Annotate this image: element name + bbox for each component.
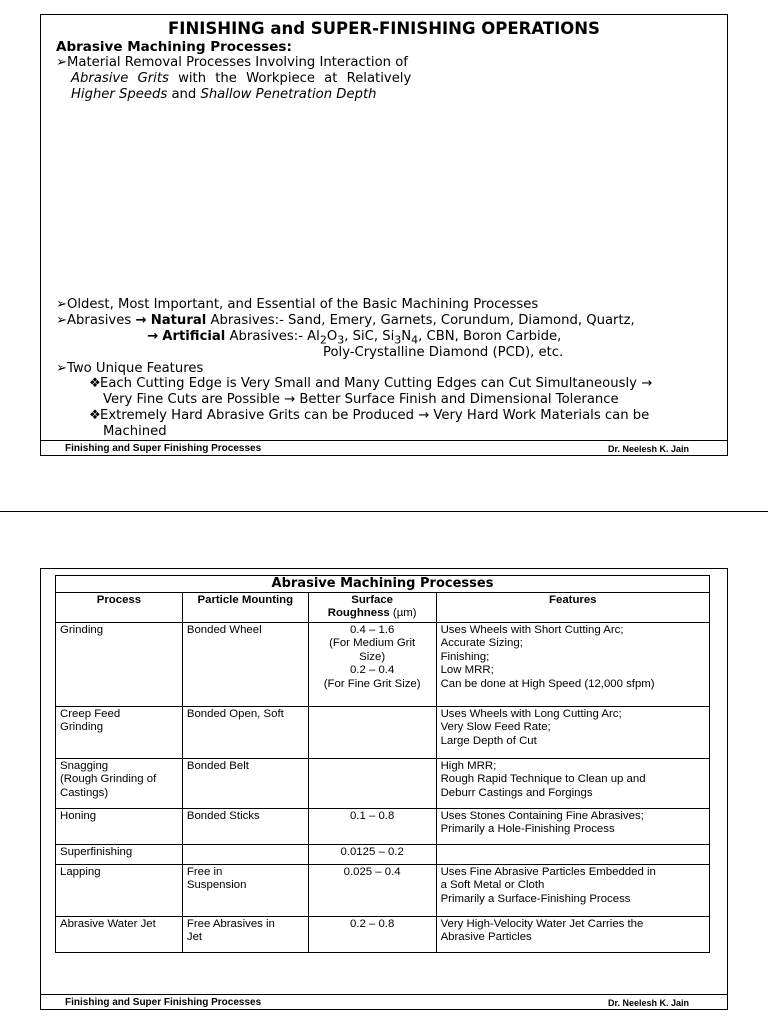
cell-process: [56, 844, 183, 864]
cell-process: [56, 706, 183, 758]
cell-process: [56, 622, 183, 706]
cell-line: Bonded Belt: [186, 759, 249, 772]
cell-features: [436, 706, 709, 758]
feature-hard-grits-line2: Machined: [103, 424, 167, 439]
cell-line: Suspension: [186, 879, 247, 891]
cell-surface-roughness: [308, 808, 436, 844]
cell-line: Primarily a Surface-Finishing Process: [440, 892, 631, 905]
slide-footer: [41, 440, 727, 457]
header-particle-mounting: Particle Mounting: [182, 592, 308, 622]
cell-line: Creep Feed: [60, 707, 121, 720]
cell-line: Grinding: [60, 721, 104, 733]
table-row: [56, 706, 710, 758]
cell-line: Grinding: [60, 623, 104, 636]
cell-surface-roughness: [308, 864, 436, 916]
footer-course-title: Finishing and Super Finishing Processes: [65, 997, 262, 1008]
bullet-icon: ➢: [56, 361, 68, 376]
arrow-icon: →: [135, 313, 147, 328]
table-title-row: [56, 576, 710, 593]
footer-author: Dr. Neelesh K. Jain: [607, 444, 689, 454]
feature-small-edges: ❖Each Cutting Edge is Very Small and Many Cutting Edges can Cut Simultaneously →: [89, 376, 653, 391]
cell-line: Large Depth of Cut: [440, 734, 537, 747]
cell-surface-roughness: [308, 622, 436, 706]
cell-line: Very Slow Feed Rate;: [440, 721, 551, 733]
cell-particle-mounting: [182, 622, 308, 706]
cell-line: Snagging: [60, 759, 109, 772]
cell-line: Uses Wheels with Short Cutting Arc;: [440, 623, 624, 636]
table-row: [56, 864, 710, 916]
cell-line: Free in: [186, 865, 223, 878]
cell-line: Rough Rapid Technique to Clean up and: [440, 773, 646, 785]
cell-line: Primarily a Hole-Finishing Process: [440, 823, 615, 835]
cell-line: Size): [359, 650, 386, 663]
slide-footer: [41, 994, 727, 1011]
diamond-bullet-icon: ❖: [89, 376, 101, 391]
footer-author: Dr. Neelesh K. Jain: [607, 998, 689, 1008]
cell-line: Abrasive Water Jet: [60, 917, 156, 930]
slide-finishing-operations: [40, 14, 728, 456]
cell-line: Uses Stones Containing Fine Abrasives;: [440, 809, 644, 822]
feature-hard-grits: ❖Extremely Hard Abrasive Grits can be Produced → Very Hard Work Materials can be: [89, 408, 650, 423]
bullet-icon: ➢: [56, 55, 68, 70]
cell-line: Superfinishing: [60, 845, 133, 858]
table-header-row: [56, 592, 710, 622]
table-row: [56, 808, 710, 844]
cell-line: Bonded Sticks: [186, 809, 260, 822]
cell-features: [436, 622, 709, 706]
arrow-icon: →: [641, 376, 653, 391]
bullet-definition-line3: Higher Speeds and Shallow Penetration Depth: [71, 87, 377, 102]
cell-process: [56, 916, 183, 952]
cell-line: (Rough Grinding of: [60, 773, 157, 785]
cell-line: Abrasive Particles: [440, 931, 532, 943]
cell-particle-mounting: [182, 864, 308, 916]
cell-line: 0.1 – 0.8: [349, 809, 395, 822]
table-title: Abrasive Machining Processes: [56, 576, 710, 593]
cell-features: [436, 808, 709, 844]
arrow-icon: →: [418, 408, 430, 423]
cell-features: [436, 864, 709, 916]
bullet-definition: ➢Material Removal Processes Involving Interaction of: [56, 55, 408, 70]
table-row: [56, 622, 710, 706]
footer-course-title: Finishing and Super Finishing Processes: [65, 443, 262, 454]
cell-line: a Soft Metal or Cloth: [440, 879, 545, 891]
page-separator: [0, 511, 768, 512]
cell-process: [56, 864, 183, 916]
bullet-abrasives-artificial: → Artificial Abrasives:- $Al_2O_3$, SiC, $Si_3N_4$, CBN, Boron Carbide,: [147, 329, 562, 347]
header-surface-roughness: Surface Roughness (µm): [308, 592, 436, 622]
cell-particle-mounting: [182, 844, 308, 864]
cell-line: 0.025 – 0.4: [343, 865, 401, 878]
cell-line: Very High-Velocity Water Jet Carries the: [440, 917, 644, 930]
cell-surface-roughness: [308, 916, 436, 952]
cell-line: 0.2 – 0.4: [349, 664, 395, 676]
cell-line: High MRR;: [440, 759, 497, 772]
cell-line: Castings): [60, 786, 109, 799]
abrasive-processes-table: [55, 575, 710, 953]
cell-line: Uses Wheels with Long Cutting Arc;: [440, 707, 622, 720]
bullet-oldest: ➢Oldest, Most Important, and Essential of the Basic Machining Processes: [56, 297, 539, 312]
cell-particle-mounting: [182, 706, 308, 758]
cell-line: 0.2 – 0.8: [349, 917, 395, 930]
cell-line: Deburr Castings and Forgings: [440, 786, 593, 799]
header-process: Process: [56, 592, 183, 622]
bullet-abrasives-pcd: Poly-Crystalline Diamond (PCD), etc.: [323, 345, 564, 360]
slide-subtitle: Abrasive Machining Processes:: [56, 39, 292, 55]
cell-line: Honing: [60, 809, 97, 822]
cell-line: Bonded Open, Soft: [186, 707, 284, 720]
bullet-icon: ➢: [56, 297, 68, 312]
bullet-abrasives-natural: ➢Abrasives → Natural Abrasives:- Sand, Emery, Garnets, Corundum, Diamond, Quartz,: [56, 313, 635, 328]
cell-surface-roughness: [308, 844, 436, 864]
slide-title: FINISHING and SUPER-FINISHING OPERATIONS: [168, 19, 600, 38]
cell-surface-roughness: [308, 706, 436, 758]
cell-line: Uses Fine Abrasive Particles Embedded in: [440, 865, 656, 878]
cell-line: Accurate Sizing;: [440, 637, 523, 649]
header-features: Features: [436, 592, 709, 622]
cell-line: Jet: [186, 931, 203, 943]
arrow-icon: →: [284, 392, 296, 407]
cell-line: (For Fine Grit Size): [323, 677, 421, 690]
cell-surface-roughness: [308, 758, 436, 808]
cell-line: (For Medium Grit: [329, 637, 416, 649]
feature-small-edges-line2: Very Fine Cuts are Possible → Better Surface Finish and Dimensional Tolerance: [103, 392, 619, 407]
cell-features: [436, 916, 709, 952]
table-row: [56, 758, 710, 808]
cell-line: 0.4 – 1.6: [349, 623, 395, 636]
cell-line: Finishing;: [440, 650, 490, 663]
arrow-icon: →: [147, 329, 159, 344]
cell-line: Low MRR;: [440, 664, 494, 676]
cell-features: [436, 758, 709, 808]
slide-abrasive-processes-table: [40, 568, 728, 1010]
table-row: [56, 916, 710, 952]
cell-process: [56, 808, 183, 844]
cell-particle-mounting: [182, 808, 308, 844]
cell-line: 0.0125 – 0.2: [340, 845, 404, 858]
bullet-two-features: ➢Two Unique Features: [56, 361, 204, 376]
cell-particle-mounting: [182, 758, 308, 808]
bullet-icon: ➢: [56, 313, 68, 328]
cell-process: [56, 758, 183, 808]
cell-line: Bonded Wheel: [186, 623, 262, 636]
bullet-definition-line2: Abrasive Grits with the Workpiece at Relatively: [71, 71, 412, 86]
cell-line: Lapping: [60, 865, 101, 878]
cell-line: Free Abrasives in: [186, 917, 275, 930]
cell-line: Can be done at High Speed (12,000 sfpm): [440, 677, 655, 690]
cell-features: [436, 844, 709, 864]
diamond-bullet-icon: ❖: [89, 408, 101, 423]
table-row: [56, 844, 710, 864]
cell-particle-mounting: [182, 916, 308, 952]
